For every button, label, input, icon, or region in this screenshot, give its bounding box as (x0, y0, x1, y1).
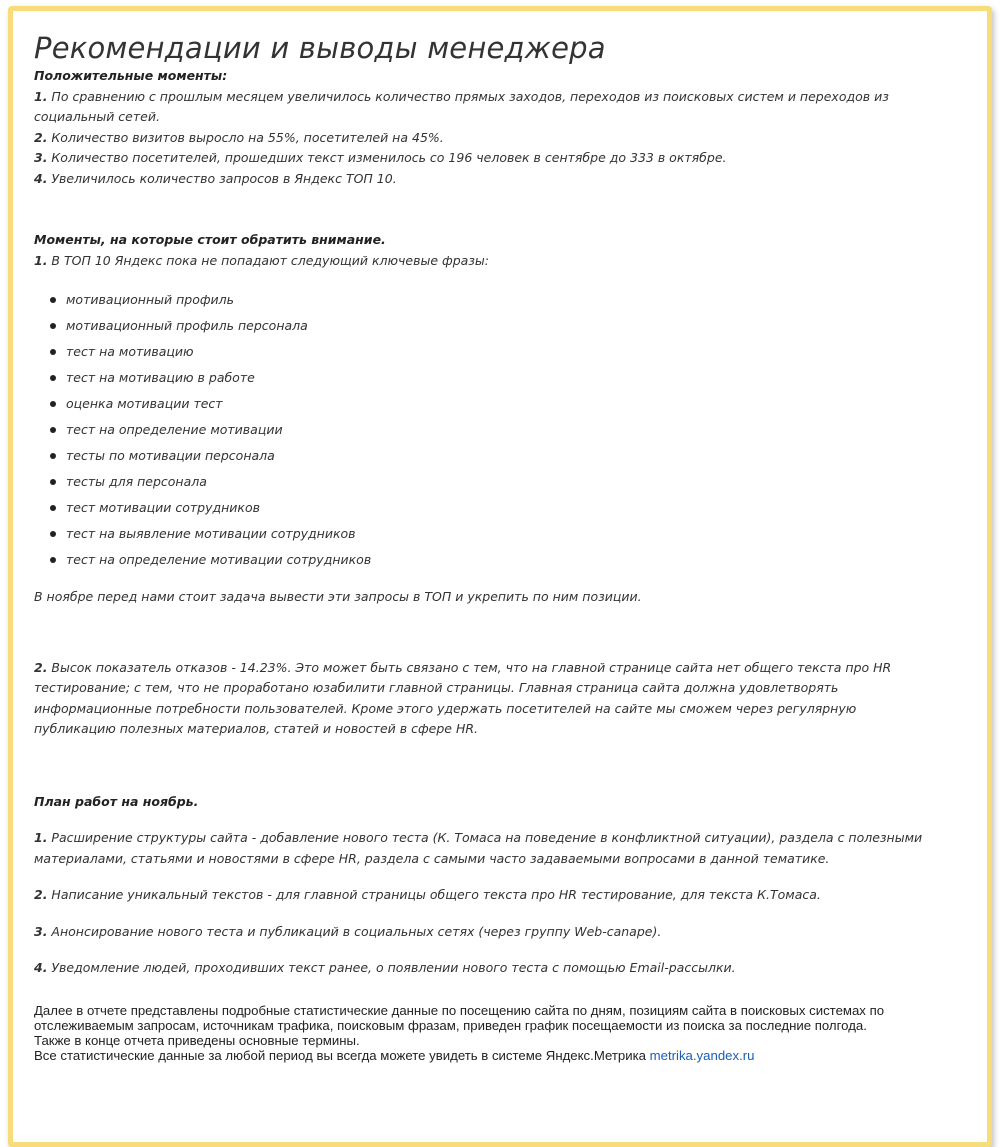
metrika-link[interactable]: metrika.yandex.ru (649, 1047, 755, 1063)
list-item: мотивационный профиль (66, 287, 934, 313)
item-number: 2. (34, 659, 48, 675)
plan-heading: План работ на ноябрь. (34, 793, 199, 809)
list-item: тесты по мотивации персонала (66, 443, 934, 469)
list-item: тесты для персонала (66, 469, 934, 495)
list-item: тест на выявление мотивации сотрудников (66, 521, 934, 547)
item-text: Анонсирование нового теста и публикаций в социальных сетях (через группу Web-canape). (47, 923, 662, 939)
plan-item-4 (34, 958, 934, 979)
item-text: Расширение структуры сайта - добавление нового теста (К. Томаса на поведение в конфликтной ситуации), раздела с полезными материалами, статьями и новостями в сфере HR, раздела с самыми часто задаваемыми вопросами в данной тематике. (34, 830, 923, 866)
item-text: По сравнению с прошлым месяцем увеличилось количество прямых заходов, переходов из поисковых систем и переходов из социальный сетей. (34, 88, 889, 124)
report-footer (34, 1003, 934, 1063)
attention-item-2 (34, 658, 934, 740)
list-item: тест на определение мотивации (66, 417, 934, 443)
keyword-list (34, 287, 934, 573)
list-item: тест на мотивацию (66, 339, 934, 365)
page-title: Рекомендации и выводы менеджера (34, 31, 606, 65)
item-number: 1. (34, 88, 48, 104)
positive-item-4 (34, 169, 934, 190)
attention-section (34, 230, 934, 740)
positive-item-1 (34, 87, 934, 128)
item-number: 4. (34, 960, 48, 975)
positive-item-3 (34, 148, 934, 169)
plan-item-1 (34, 828, 934, 869)
footer-line-1: Далее в отчете представлены подробные статистические данные по посещению сайта по дням, позициям сайта в поисковых системах по отслеживаемым запросам, источникам трафика, поисковым фразам, приведен график посещаемости из поиска за последние полгода. (34, 1002, 885, 1033)
item-text: Количество посетителей, прошедших текст изменилось со 196 человек в сентябре до 333 в октябре. (47, 150, 727, 165)
positive-heading: Положительные моменты: (34, 68, 228, 83)
footer-line-2: Также в конце отчета приведены основные термины. (34, 1032, 360, 1048)
item-number: 3. (34, 150, 48, 165)
list-item: тест на мотивацию в работе (66, 365, 934, 391)
plan-section (34, 792, 934, 979)
plan-item-3 (34, 922, 934, 943)
footer-line-3 (34, 1048, 934, 1063)
item-number: 1. (34, 252, 48, 268)
list-item: тест на определение мотивации сотрудников (66, 547, 934, 573)
item-number: 2. (34, 887, 48, 902)
item-text: В ТОП 10 Яндекс пока не попадают следующий ключевые фразы: (47, 252, 490, 268)
item-text: Количество визитов выросло на 55%, посетителей на 45%. (47, 129, 444, 145)
list-item: оценка мотивации тест (66, 391, 934, 417)
item-number: 4. (34, 170, 48, 186)
item-text: Написание уникальный текстов - для главной страницы общего текста про HR тестирование, для текста К.Томаса. (47, 887, 821, 902)
positive-section (34, 66, 934, 189)
item-number: 2. (34, 129, 48, 145)
footer-line-3-text: Все статистические данные за любой период вы всегда можете увидеть в системе Яндекс.Метрика (34, 1047, 650, 1063)
item-number: 3. (34, 923, 48, 939)
list-item: мотивационный профиль персонала (66, 313, 934, 339)
attention-heading: Моменты, на которые стоит обратить внимание. (34, 232, 386, 247)
attention-item-1 (34, 251, 934, 272)
item-text: Уведомление людей, проходивших текст ранее, о появлении нового теста с помощью Email-рассылки. (47, 960, 736, 975)
report-content (34, 30, 934, 1063)
item-text: Увеличилось количество запросов в Яндекс ТОП 10. (47, 170, 397, 186)
november-task: В ноябре перед нами стоит задача вывести эти запросы в ТОП и укрепить по ним позиции. (34, 589, 642, 604)
list-item: тест мотивации сотрудников (66, 495, 934, 521)
plan-item-2 (34, 885, 934, 906)
positive-item-2 (34, 128, 934, 149)
item-text: Высок показатель отказов - 14.23%. Это может быть связано с тем, что на главной странице сайта нет общего текста про HR тестирование; с тем, что не проработано юзабилити главной страницы. Главная страница сайта должна удовлетворять информационные потребности пользователей. Кроме этого удержать посетителей на сайте мы сможем через регулярную публикацию полезных материалов, статей и новостей в сфере HR. (34, 659, 892, 736)
item-number: 1. (34, 830, 48, 845)
